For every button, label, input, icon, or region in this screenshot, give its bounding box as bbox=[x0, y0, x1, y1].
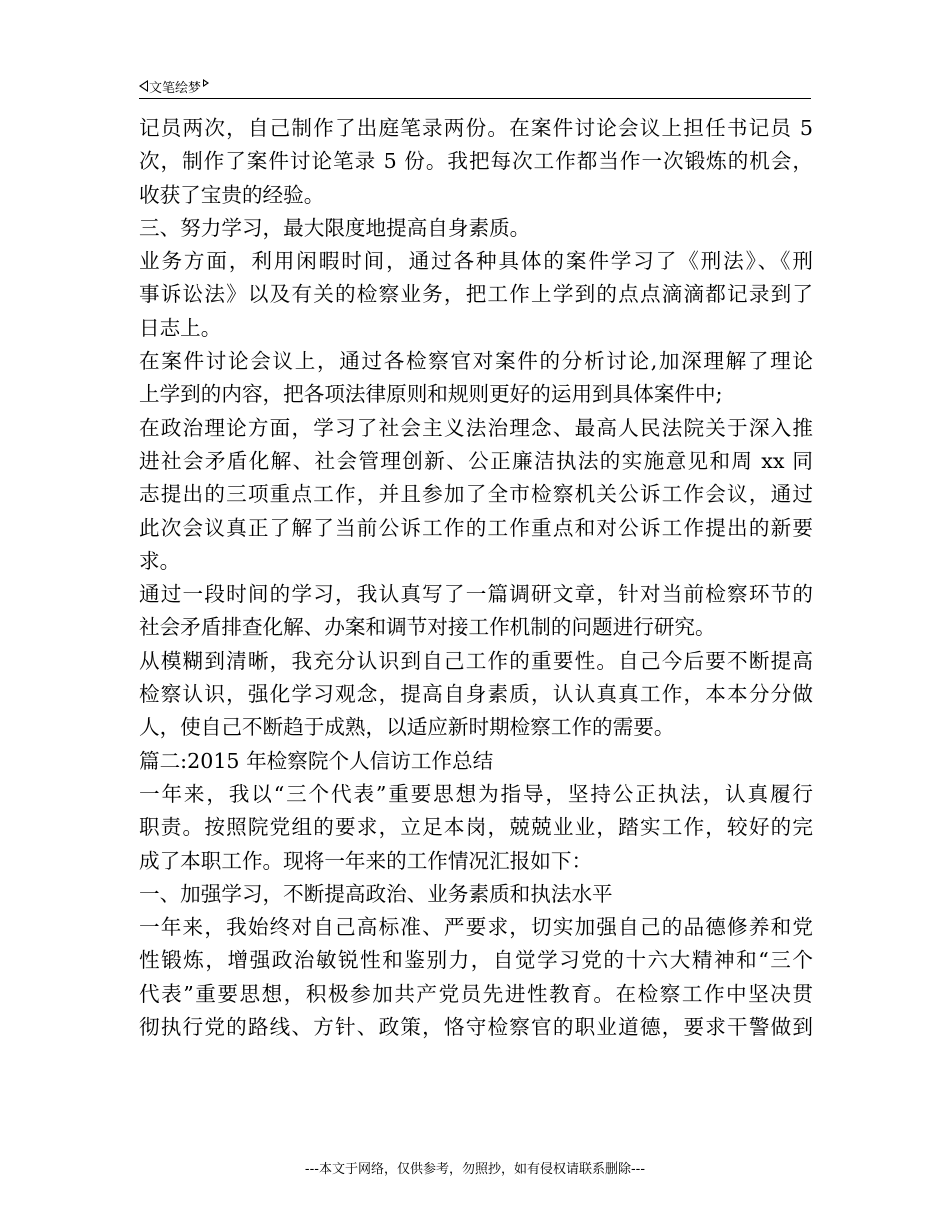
text-line: 三、努力学习，最大限度地提高自身素质。 bbox=[139, 215, 531, 240]
text-line: 此次会议真正了解了当前公诉工作的工作重点和对公诉工作提出的新要 bbox=[139, 515, 813, 540]
text-line: 事诉讼法》以及有关的检察业务，把工作上学到的点点滴滴都记录到了 bbox=[139, 282, 813, 307]
text-line: 一年来，我以“三个代表”重要思想为指导，坚持公正执法，认真履行 bbox=[139, 781, 813, 806]
text-line: 社会矛盾排查化解、办案和调节对接工作机制的问题进行研究。 bbox=[139, 615, 716, 640]
text-line: 志提出的三项重点工作，并且参加了全市检察机关公诉工作会议，通过 bbox=[139, 482, 813, 507]
text-line: 通过一段时间的学习，我认真写了一篇调研文章，针对当前检察环节的 bbox=[139, 582, 813, 607]
triangle-right-icon bbox=[203, 79, 209, 87]
text-line: 求。 bbox=[139, 548, 181, 573]
text-line: 进社会矛盾化解、社会管理创新、公正廉洁执法的实施意见和周 xx 同 bbox=[139, 448, 813, 473]
text-line: 一年来，我始终对自己高标准、严要求，切实加强自己的品德修养和党 bbox=[139, 915, 813, 940]
text-line: 篇二:2015 年检察院个人信访工作总结 bbox=[139, 748, 494, 773]
text-line: 检察认识，强化学习观念，提高自身素质，认认真真工作，本本分分做 bbox=[139, 682, 813, 707]
text-line: 收获了宝贵的经验。 bbox=[139, 182, 325, 207]
text-line: 上学到的内容，把各项法律原则和规则更好的运用到具体案件中; bbox=[139, 382, 723, 407]
text-line: 代表”重要思想，积极参加共产党员先进性教育。在检察工作中坚决贯 bbox=[139, 981, 813, 1006]
text-line: 业务方面，利用闲暇时间，通过各种具体的案件学习了《刑法》、《刑 bbox=[139, 249, 813, 274]
text-line: 日志上。 bbox=[139, 315, 222, 340]
text-line: 次，制作了案件讨论笔录 5 份。我把每次工作都当作一次锻炼的机会， bbox=[139, 149, 813, 174]
text-line: 职责。按照院党组的要求，立足本岗，兢兢业业，踏实工作，较好的完 bbox=[139, 815, 813, 840]
document-body bbox=[139, 112, 813, 1044]
text-line: 一、加强学习，不断提高政治、业务素质和执法水平 bbox=[139, 881, 613, 906]
header-divider bbox=[139, 98, 811, 99]
triangle-left-icon bbox=[139, 80, 148, 92]
text-line: 性锻炼，增强政治敏锐性和鉴别力，自觉学习党的十六大精神和“三个 bbox=[139, 948, 813, 973]
header-title: 文笔绘梦 bbox=[149, 80, 202, 96]
text-line: 从模糊到清晰，我充分认识到自己工作的重要性。自己今后要不断提高 bbox=[139, 648, 813, 673]
text-line: 成了本职工作。现将一年来的工作情况汇报如下： bbox=[139, 848, 593, 873]
text-line: 在政治理论方面，学习了社会主义法治理念、最高人民法院关于深入推 bbox=[139, 415, 813, 440]
text-line: 在案件讨论会议上，通过各检察官对案件的分析讨论,加深理解了理论 bbox=[139, 349, 813, 374]
text-line: 记员两次，自己制作了出庭笔录两份。在案件讨论会议上担任书记员 5 bbox=[139, 116, 813, 140]
text-line: 人，使自己不断趋于成熟，以适应新时期检察工作的需要。 bbox=[139, 715, 675, 740]
page-footer: ---本文于网络，仅供参考，勿照抄，如有侵权请联系删除--- bbox=[304, 1162, 646, 1177]
page-header bbox=[139, 74, 811, 98]
text-line: 彻执行党的路线、方针、政策，恪守检察官的职业道德，要求干警做到 bbox=[139, 1015, 813, 1040]
